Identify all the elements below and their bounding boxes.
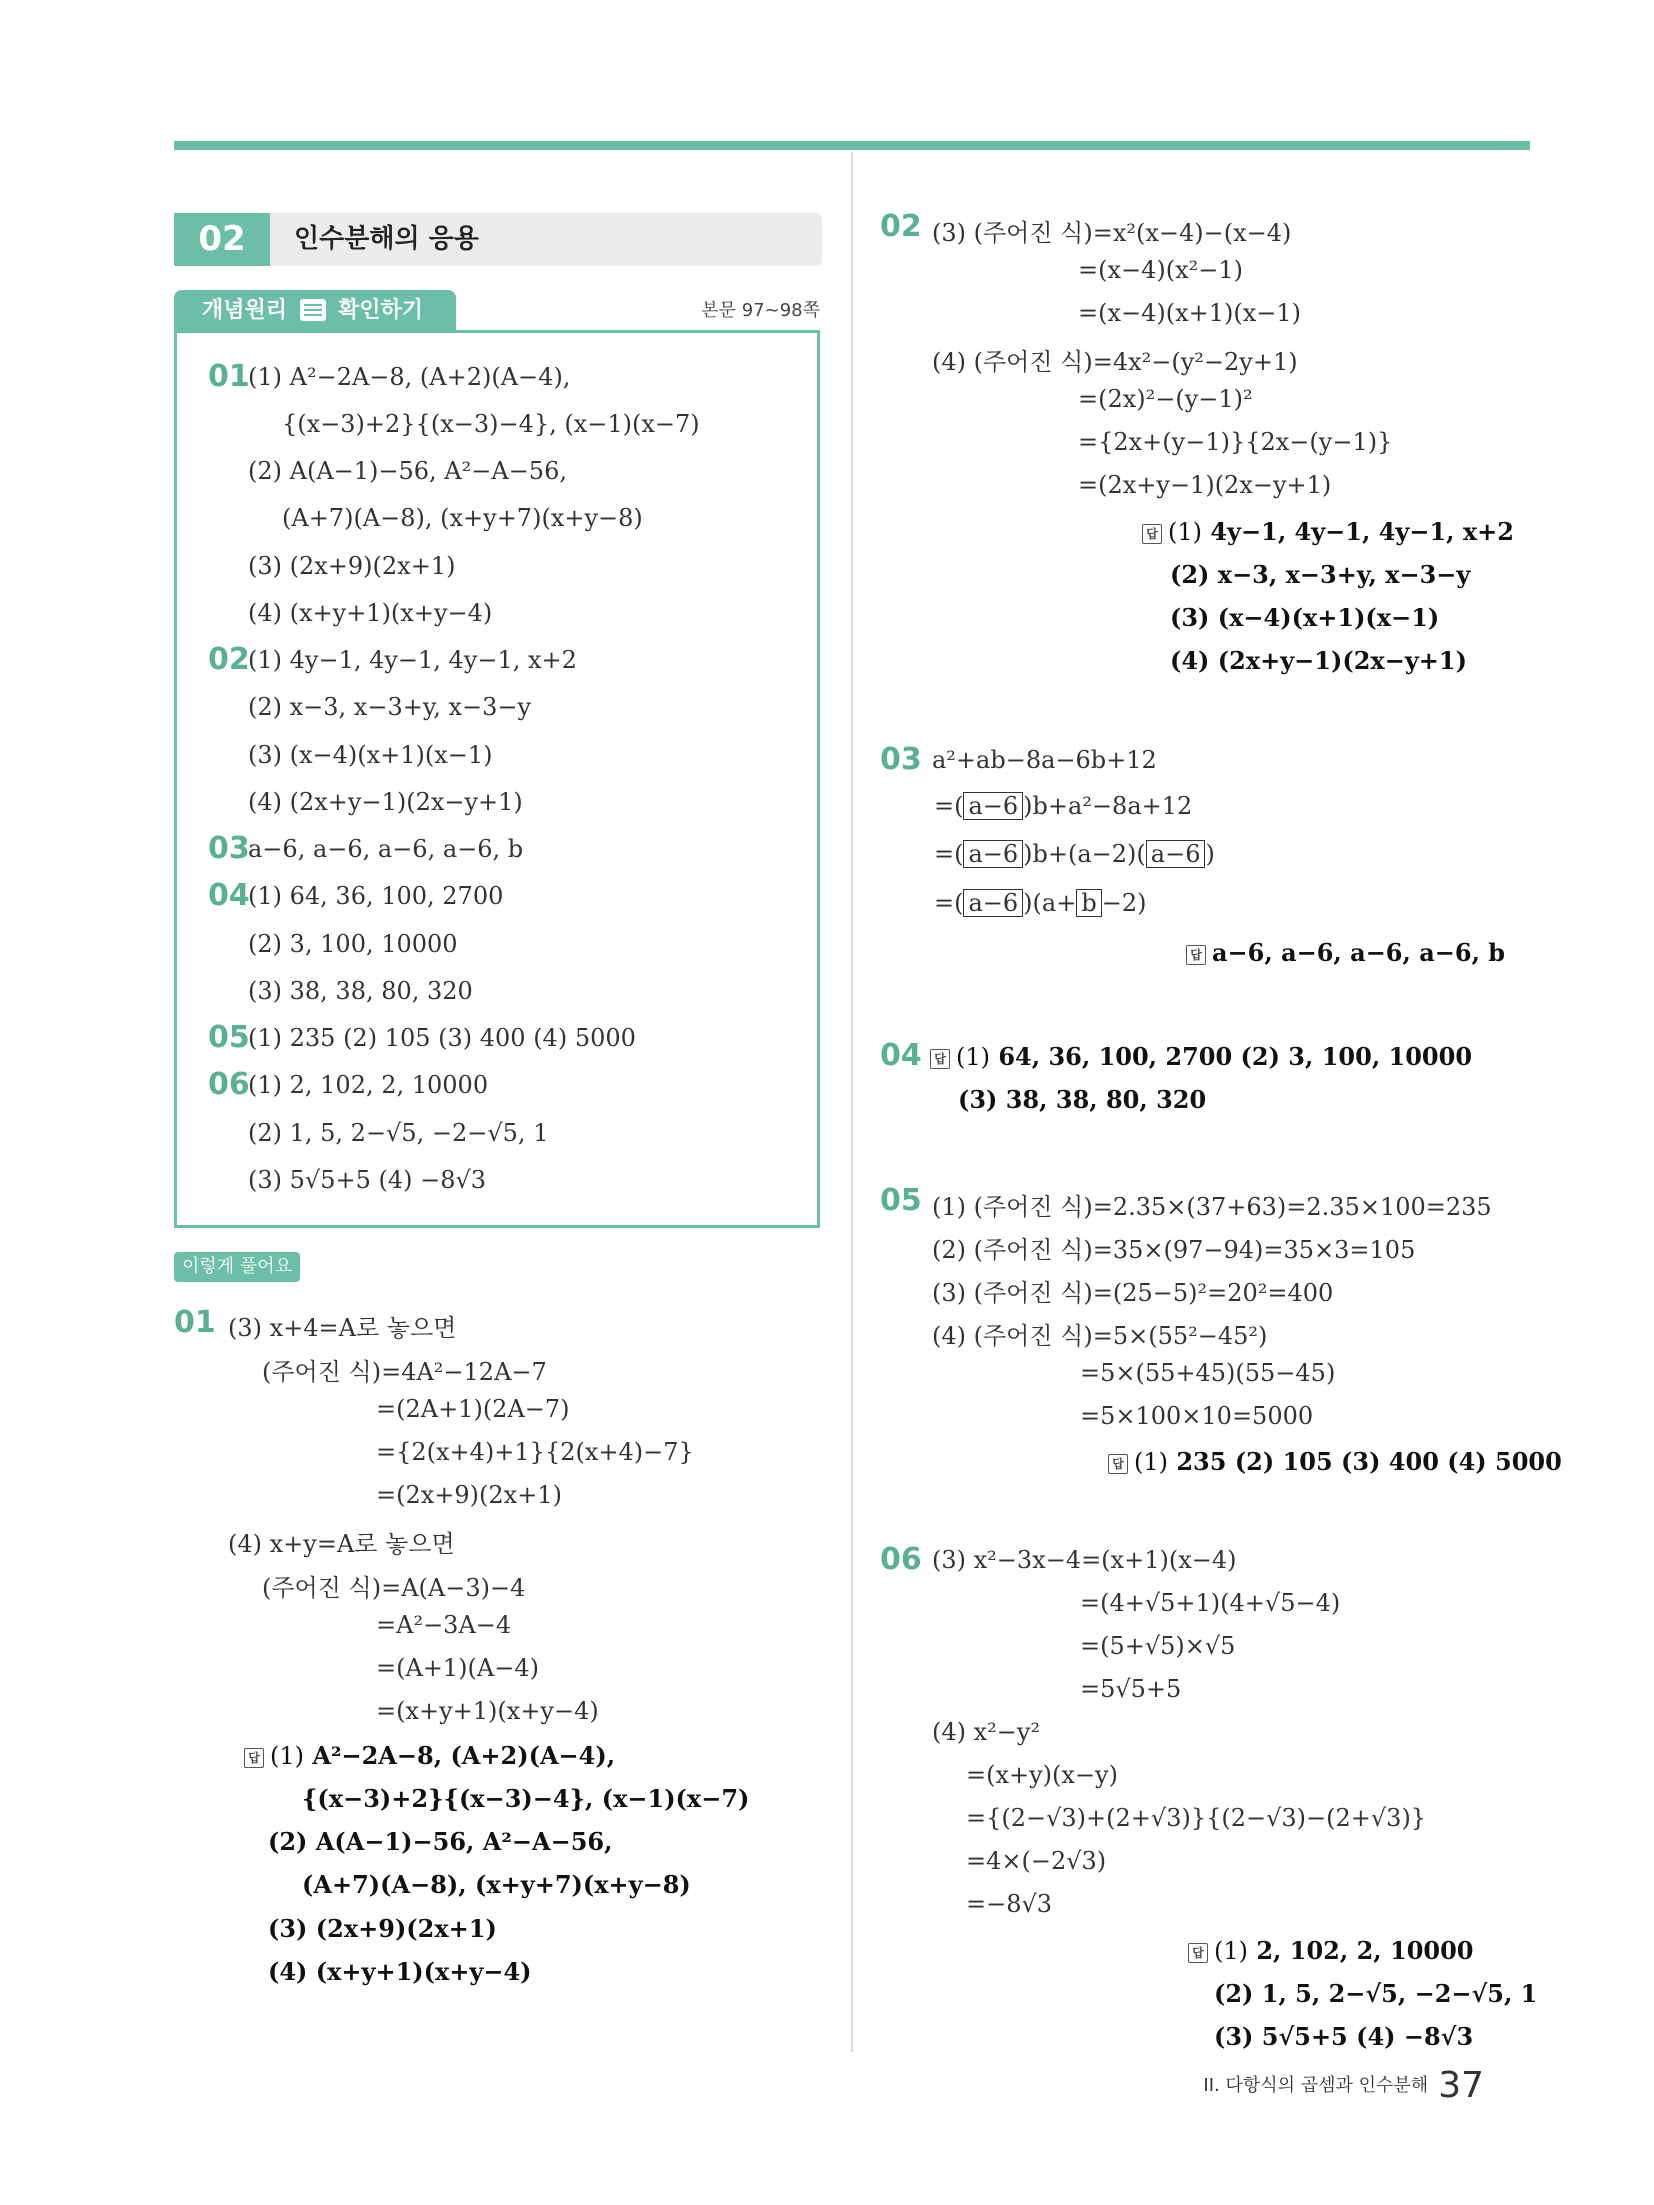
concept-check-tab bbox=[174, 290, 456, 332]
answer-icon: 답 bbox=[244, 1748, 264, 1768]
section-title: 인수분해의 응용 bbox=[294, 224, 479, 254]
problem-number: 04 bbox=[208, 878, 250, 913]
answer-line: 답 (1) 64, 36, 100, 2700 (2) 3, 100, 10000 bbox=[930, 1042, 1472, 1071]
problem-number: 06 bbox=[208, 1067, 250, 1102]
solution-line: (3) x+4=A로 놓으면 bbox=[228, 1314, 457, 1342]
answer-line: (2) A(A−1)−56, A²−A−56, bbox=[268, 1827, 613, 1856]
page-number: 37 bbox=[1438, 2065, 1484, 2106]
top-rule bbox=[174, 141, 1530, 150]
notebook-icon bbox=[300, 299, 326, 321]
solution-line: =(x+y+1)(x+y−4) bbox=[376, 1697, 599, 1725]
solution-line: =(5+√5)×√5 bbox=[1080, 1632, 1236, 1660]
answer-line: (3) 5√5+5 (4) −8√3 bbox=[1214, 2022, 1474, 2051]
answer-line: {(x−3)+2}{(x−3)−4}, (x−1)(x−7) bbox=[302, 1784, 750, 1813]
answer-line: (3) (2x+9)(2x+1) bbox=[268, 1914, 497, 1943]
problem-number: 03 bbox=[208, 831, 250, 866]
solution-line: (4) (주어진 식)=5×(55²−45²) bbox=[932, 1322, 1268, 1350]
answer-line: 답 (1) 4y−1, 4y−1, 4y−1, x+2 bbox=[1142, 517, 1514, 546]
answer-icon: 답 bbox=[1188, 1943, 1208, 1963]
answer-box: a−6 bbox=[963, 792, 1023, 820]
answer-line: (3) 38, 38, 80, 320 bbox=[248, 977, 473, 1005]
answer-line: (2) 3, 100, 10000 bbox=[248, 930, 458, 958]
problem-number: 05 bbox=[208, 1020, 250, 1055]
answer-line: (1) 2, 102, 2, 10000 bbox=[248, 1071, 489, 1099]
answer-icon: 답 bbox=[1142, 524, 1162, 544]
solution-line: =(x−4)(x²−1) bbox=[1078, 256, 1244, 284]
answer-line: (3) 38, 38, 80, 320 bbox=[958, 1085, 1207, 1114]
answer-icon: 답 bbox=[1186, 945, 1206, 965]
answer-line: (4) (2x+y−1)(2x−y+1) bbox=[248, 788, 523, 816]
answer-line: (2) 1, 5, 2−√5, −2−√5, 1 bbox=[248, 1119, 549, 1147]
solution-line: =−8√3 bbox=[966, 1890, 1053, 1918]
answer-icon: 답 bbox=[1108, 1454, 1128, 1474]
answer-line: (2) x−3, x−3+y, x−3−y bbox=[248, 693, 532, 721]
solution-line: ={2x+(y−1)}{2x−(y−1)} bbox=[1078, 428, 1393, 456]
page-reference: 본문 97~98쪽 bbox=[701, 300, 820, 321]
solution-line: =( a−6 )b+(a−2)( a−6 ) bbox=[934, 840, 1215, 868]
page-footer bbox=[1203, 2065, 1484, 2106]
column-divider bbox=[851, 152, 853, 2052]
answer-line: (3) 5√5+5 (4) −8√3 bbox=[248, 1166, 487, 1194]
solution-line: =(4+√5+1)(4+√5−4) bbox=[1080, 1589, 1341, 1617]
answer-line: (4) (x+y+1)(x+y−4) bbox=[268, 1957, 532, 1986]
solution-line: =( a−6 )(a+ b −2) bbox=[934, 889, 1147, 917]
answer-line: {(x−3)+2}{(x−3)−4}, (x−1)(x−7) bbox=[282, 410, 700, 438]
answer-box: a−6 bbox=[1146, 840, 1206, 868]
solution-label: 이렇게 풀어요 bbox=[174, 1252, 300, 1282]
solution-line: =5×100×10=5000 bbox=[1080, 1402, 1314, 1430]
answer-line: (1) 4y−1, 4y−1, 4y−1, x+2 bbox=[248, 646, 577, 674]
chapter-title: II. 다항식의 곱셈과 인수분해 bbox=[1203, 2075, 1429, 2096]
solution-line: =(A+1)(A−4) bbox=[376, 1654, 539, 1682]
check-label: 확인하기 bbox=[338, 298, 424, 323]
answer-line: (1) 235 (2) 105 (3) 400 (4) 5000 bbox=[248, 1024, 636, 1052]
answer-line: (2) 1, 5, 2−√5, −2−√5, 1 bbox=[1214, 1979, 1538, 2008]
solution-line: (2) (주어진 식)=35×(97−94)=35×3=105 bbox=[932, 1236, 1416, 1264]
answer-line: 답 (1) A²−2A−8, (A+2)(A−4), bbox=[244, 1741, 615, 1770]
answer-line: (2) A(A−1)−56, A²−A−56, bbox=[248, 457, 567, 485]
solution-line: =(2x+y−1)(2x−y+1) bbox=[1078, 471, 1332, 499]
solution-line: (4) x+y=A로 놓으면 bbox=[228, 1530, 455, 1558]
answer-line: (1) 64, 36, 100, 2700 bbox=[248, 882, 504, 910]
problem-number: 02 bbox=[880, 209, 922, 244]
answer-line: (3) (2x+9)(2x+1) bbox=[248, 552, 456, 580]
solution-line: =4×(−2√3) bbox=[966, 1847, 1107, 1875]
answer-line: (A+7)(A−8), (x+y+7)(x+y−8) bbox=[282, 504, 643, 532]
answer-box: a−6 bbox=[963, 889, 1023, 917]
answer-line: a−6, a−6, a−6, a−6, b bbox=[248, 835, 524, 863]
answer-icon: 답 bbox=[930, 1049, 950, 1069]
answer-line: (3) (x−4)(x+1)(x−1) bbox=[248, 741, 493, 769]
solution-line: =A²−3A−4 bbox=[376, 1611, 512, 1639]
answer-line: 답 (1) 235 (2) 105 (3) 400 (4) 5000 bbox=[1108, 1447, 1562, 1476]
solution-line: (3) x²−3x−4=(x+1)(x−4) bbox=[932, 1546, 1237, 1574]
answer-line: 답 (1) 2, 102, 2, 10000 bbox=[1188, 1936, 1473, 1965]
section-header bbox=[174, 213, 822, 266]
solution-line: =(2A+1)(2A−7) bbox=[376, 1395, 570, 1423]
problem-number: 05 bbox=[880, 1183, 922, 1218]
solution-line: (3) (주어진 식)=x²(x−4)−(x−4) bbox=[932, 219, 1292, 247]
problem-number: 01 bbox=[174, 1305, 216, 1340]
solution-line: ={2(x+4)+1}{2(x+4)−7} bbox=[376, 1438, 694, 1466]
solution-line: =(2x)²−(y−1)² bbox=[1078, 385, 1253, 413]
answer-box: b bbox=[1076, 889, 1101, 917]
problem-number: 02 bbox=[208, 642, 250, 677]
solution-line: a²+ab−8a−6b+12 bbox=[932, 746, 1157, 774]
solution-line: (3) (주어진 식)=(25−5)²=20²=400 bbox=[932, 1279, 1334, 1307]
solution-line: (주어진 식)=A(A−3)−4 bbox=[262, 1574, 526, 1602]
solution-line: (주어진 식)=4A²−12A−7 bbox=[262, 1358, 547, 1386]
answer-line: (4) (x+y+1)(x+y−4) bbox=[248, 599, 493, 627]
solution-line: =(x−4)(x+1)(x−1) bbox=[1078, 299, 1302, 327]
answer-line: (2) x−3, x−3+y, x−3−y bbox=[1170, 560, 1471, 589]
answer-line: (4) (2x+y−1)(2x−y+1) bbox=[1170, 646, 1467, 675]
solution-line: =(2x+9)(2x+1) bbox=[376, 1481, 562, 1509]
solution-line: (1) (주어진 식)=2.35×(37+63)=2.35×100=235 bbox=[932, 1193, 1492, 1221]
solution-line: (4) (주어진 식)=4x²−(y²−2y+1) bbox=[932, 348, 1298, 376]
solution-line: (4) x²−y² bbox=[932, 1718, 1041, 1746]
solution-line: =(x+y)(x−y) bbox=[966, 1761, 1118, 1789]
solution-line: ={(2−√3)+(2+√3)}{(2−√3)−(2+√3)} bbox=[966, 1804, 1427, 1832]
solution-line: =( a−6 )b+a²−8a+12 bbox=[934, 792, 1193, 820]
answer-box: a−6 bbox=[963, 840, 1023, 868]
solution-line: =5√5+5 bbox=[1080, 1675, 1182, 1703]
answer-line: (1) A²−2A−8, (A+2)(A−4), bbox=[248, 363, 571, 391]
problem-number: 03 bbox=[880, 742, 922, 777]
concept-label: 개념원리 bbox=[202, 298, 288, 323]
problem-number: 04 bbox=[880, 1038, 922, 1073]
problem-number: 01 bbox=[208, 359, 250, 394]
problem-number: 06 bbox=[880, 1542, 922, 1577]
section-number: 02 bbox=[174, 213, 270, 266]
answer-line: (A+7)(A−8), (x+y+7)(x+y−8) bbox=[302, 1870, 691, 1899]
solution-line: =5×(55+45)(55−45) bbox=[1080, 1359, 1336, 1387]
answer-line: 답 a−6, a−6, a−6, a−6, b bbox=[1186, 938, 1505, 967]
answer-line: (3) (x−4)(x+1)(x−1) bbox=[1170, 603, 1440, 632]
